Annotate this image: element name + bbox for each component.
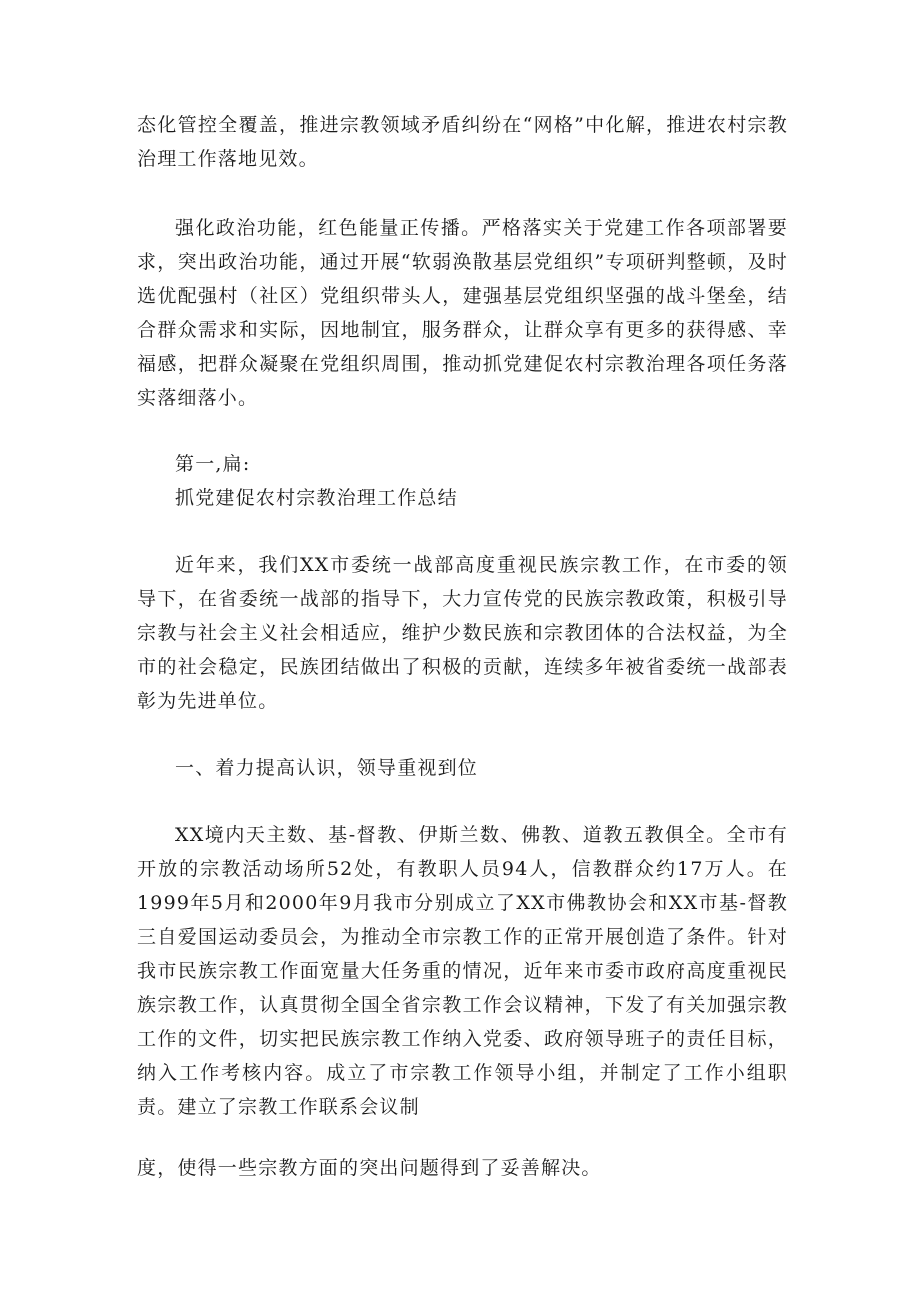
paragraph-continuation: 态化管控全覆盖，推进宗教领域矛盾纠纷在“网格”中化解，推进农村宗教治理工作落地见效。 [137, 114, 788, 170]
part-heading: 第一,扁: [175, 453, 251, 475]
paragraph-continuation-end: 度，使得一些宗教方面的突出问题得到了妥善解决。 [137, 1157, 602, 1179]
section-heading: 一、着力提高认识，领导重视到位 [175, 757, 479, 779]
paragraph-religion-overview: XX境内天主数、基-督教、伊斯兰数、佛教、道教五教俱全。全市有开放的宗教活动场所52处，有教职人员94人，信教群众约17万人。在1999年5月和2000年9月我市分别成立了XX市佛教协会和XX市基-督教三自爱国运动委员会，为推动全市宗教工作的正常开展创造了条件。针对我市民族宗教工作面宽量大任务重的情况，近年来市委市政府高度重视民族宗教工作，认真贯彻全国全省宗教工作会议精神，下发了有关加强宗教工作的文件，切实把民族宗教工作纳入党委、政府领导班子的责任目标，纳入工作考核内容。成立了市宗教工作领导小组，并制定了工作小组职责。建立了宗教工作联系会议制 [137, 824, 788, 1118]
paragraph-political-function: 强化政治功能，红色能量正传播。严格落实关于党建工作各项部署要求，突出政治功能，通过开展“软弱涣散基层党组织”专项研判整顿，及时选优配强村（社区）党组织带头人，建强基层党组织坚强的战斗堡垒，结合群众需求和实际，因地制宜，服务群众，让群众享有更多的获得感、幸福感，把群众凝聚在党组织周围，推动抓党建促农村宗教治理各项任务落实落细落小。 [137, 217, 788, 409]
paragraph-intro: 近年来，我们XX市委统一战部高度重视民族宗教工作，在市委的领导下，在省委统一战部的指导下，大力宣传党的民族宗教政策，积极引导宗教与社会主义社会相适应，维护少数民族和宗教团体的合法权益，为全市的社会稳定，民族团结做出了积极的贡献，连续多年被省委统一战部表彰为先进单位。 [137, 554, 788, 712]
document-title: 抓党建促农村宗教治理工作总结 [175, 487, 458, 509]
